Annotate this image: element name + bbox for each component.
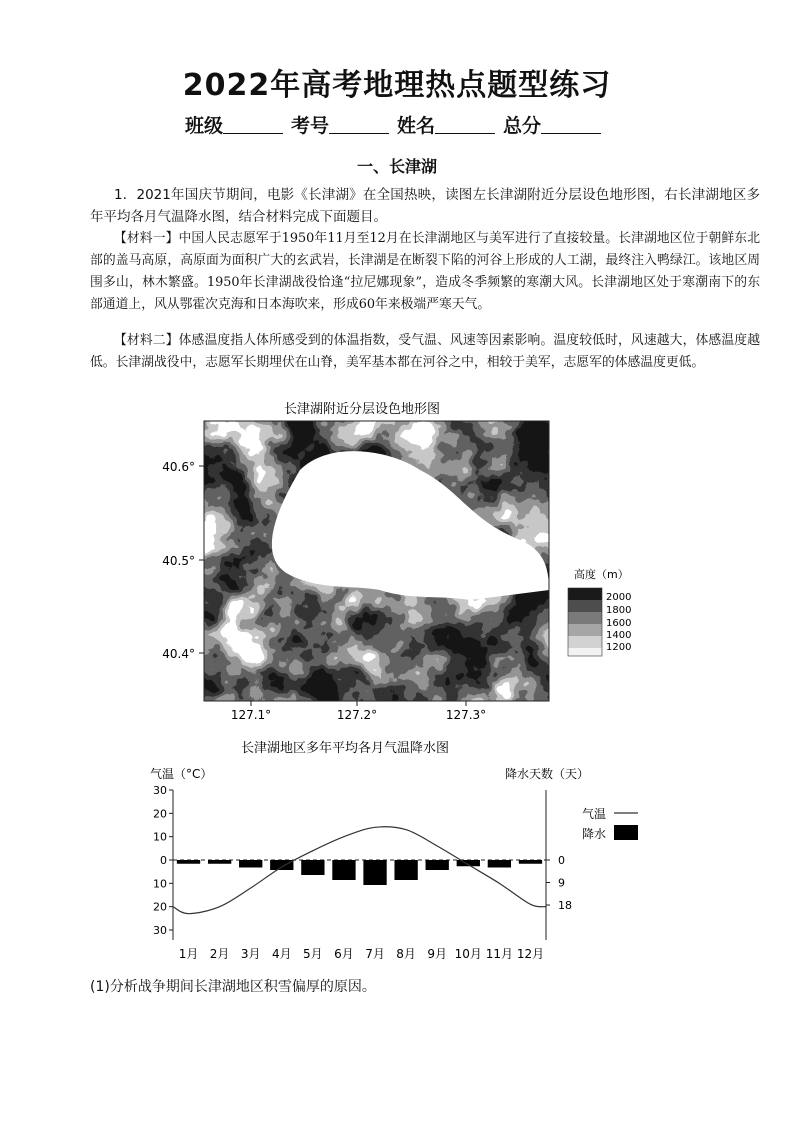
x-tick-label: 127.1°	[230, 708, 272, 722]
right-axis-label: 降水天数（天）	[505, 767, 590, 781]
right-axis	[546, 854, 572, 912]
material-2-paragraph: 【材料二】体感温度指人体所感受到的体温指数，受气温、风速等因素影响。温度较低时，风速越大，体感温度越低。长津湖战役中，志愿军长期埋伏在山脊，美军基本都在河谷之中，相较于美军，志愿军的体感温度更低。	[90, 333, 760, 370]
legend-precip-label: 降水	[582, 827, 607, 841]
month-label: 3月	[240, 947, 261, 961]
month-label: 9月	[427, 947, 448, 961]
month-labels	[179, 947, 544, 961]
class-label: 班级	[184, 115, 223, 137]
month-label: 7月	[365, 947, 385, 961]
month-label: 4月	[271, 947, 292, 961]
precip-bar	[239, 860, 262, 868]
precip-bar	[426, 860, 449, 870]
precip-bar	[519, 860, 542, 864]
legend-level: 1800	[606, 605, 632, 616]
page-title: 2022年高考地理热点题型练习	[182, 68, 612, 103]
score-label: 总分	[503, 115, 542, 137]
month-label: 12月	[516, 947, 545, 961]
map-title: 长津湖附近分层设色地形图	[283, 402, 441, 417]
question-1: (1)分析战争期间长津湖地区积雪偏厚的原因。	[90, 979, 376, 995]
precip-bar	[394, 860, 417, 880]
month-label: 2月	[209, 947, 230, 961]
precip-bars	[177, 860, 542, 885]
temperature-line	[173, 827, 546, 914]
x-tick-label: 127.3°	[445, 708, 487, 722]
material-1-paragraph: 【材料一】中国人民志愿军于1950年11月至12月在长津湖地区与美军进行了直接较量。长津湖地区位于朝鲜东北部的盖马高原，高原面为面积广大的玄武岩，长津湖是在断裂下陷的河谷上形成的人工湖，最终注入鸭绿江。该地区周围多山，林木繁盛。1950年长津湖战役恰逢“拉尼娜现象”，造成冬季频繁的寒潮大风。长津湖地区处于寒潮南下的东部通道上，风从鄂霍次克海和日本海吹来，形成60年来极端严寒天气。	[90, 231, 760, 312]
month-label: 10月	[454, 947, 482, 961]
precip-bar	[270, 860, 293, 870]
right-tick-label: 0	[558, 854, 565, 867]
left-tick-label: 20	[153, 900, 167, 914]
left-tick-label: 0	[160, 854, 167, 867]
month-label: 5月	[303, 947, 323, 961]
legend-temp-label: 气温	[582, 807, 607, 821]
y-tick-label: 40.4°	[162, 647, 195, 661]
legend-level: 1600	[606, 618, 632, 629]
left-axis-label: 气温（°C）	[150, 767, 213, 781]
legend-title: 高度（m）	[574, 568, 629, 581]
month-label: 11月	[485, 947, 514, 961]
section-heading: 一、长津湖	[356, 157, 437, 176]
left-tick-label: 30	[153, 924, 167, 937]
exam-no-label: 考号	[290, 115, 329, 137]
legend-level: 2000	[606, 592, 632, 603]
month-label: 6月	[334, 947, 354, 961]
month-label: 8月	[396, 947, 416, 961]
intro-paragraph: 1．2021年国庆节期间，电影《长津湖》在全国热映，读图左长津湖附近分层设色地形图，右长津湖地区多年平均各月气温降水图，结合材料完成下面题目。	[90, 187, 760, 225]
left-axis	[153, 784, 173, 937]
chart-title: 长津湖地区多年平均各月气温降水图	[240, 741, 450, 756]
left-tick-label: 10	[153, 877, 167, 891]
name-label: 姓名	[397, 115, 436, 137]
y-tick-label: 40.5°	[162, 554, 195, 568]
precip-bar	[177, 860, 200, 864]
precip-bar	[208, 860, 231, 864]
legend-level: 1400	[606, 630, 632, 641]
month-label: 1月	[178, 947, 199, 961]
precip-bar	[363, 860, 386, 885]
left-tick-label: 20	[153, 807, 167, 821]
precip-bar	[301, 860, 324, 875]
y-tick-label: 40.6°	[162, 460, 195, 474]
x-tick-label: 127.2°	[336, 708, 378, 722]
left-tick-label: 10	[153, 830, 167, 844]
precip-bar	[332, 860, 355, 880]
right-tick-label: 18	[558, 899, 572, 912]
legend-precip-swatch	[614, 825, 638, 840]
left-tick-label: 30	[153, 784, 167, 797]
chart-legend	[582, 806, 638, 841]
precip-bar	[488, 860, 511, 868]
legend-level: 1200	[606, 642, 632, 653]
right-tick-label: 9	[558, 876, 565, 890]
